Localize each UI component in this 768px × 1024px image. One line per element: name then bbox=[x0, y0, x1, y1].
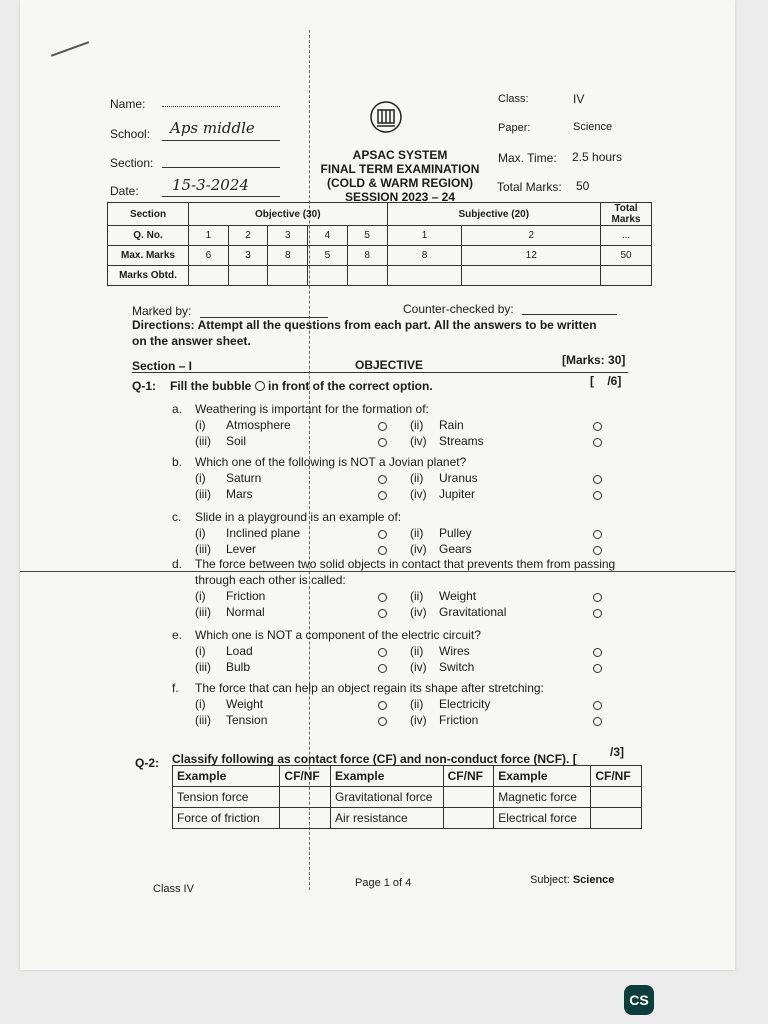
max-marks-cell: 8 bbox=[347, 246, 387, 266]
title-line-4: SESSION 2023 – 24 bbox=[344, 190, 456, 204]
marks-obtained-label: Marks Obtd. bbox=[108, 266, 189, 286]
pen-mark bbox=[51, 41, 89, 57]
marks-summary-table bbox=[107, 202, 652, 286]
option-number: (iv) bbox=[410, 660, 427, 674]
option-number: (iv) bbox=[410, 605, 427, 619]
maxtime-label: Max. Time: bbox=[498, 151, 557, 165]
question-text: through each other is called: bbox=[195, 573, 346, 587]
marks-obtained-row bbox=[108, 266, 652, 286]
option-text: Friction bbox=[439, 713, 479, 727]
section-underline bbox=[132, 372, 628, 373]
classify-row bbox=[173, 787, 642, 808]
option-number: (ii) bbox=[410, 589, 424, 603]
option-text: Weight bbox=[439, 589, 477, 603]
option-text: Saturn bbox=[226, 471, 262, 485]
answer-bubble[interactable] bbox=[593, 491, 602, 500]
qno-cell: 2 bbox=[462, 226, 601, 246]
q2-prompt: Classify following as contact force (CF) and non-conduct force (NCF). [ bbox=[172, 752, 577, 766]
marks-obtained-cell bbox=[347, 266, 387, 286]
marks-obtained-cell bbox=[462, 266, 601, 286]
classify-answer[interactable] bbox=[280, 808, 331, 829]
totalmarks-label: Total Marks: bbox=[497, 180, 562, 194]
option-text: Friction bbox=[226, 589, 266, 603]
q1-number: Q-1: bbox=[132, 379, 156, 393]
option-number: (iii) bbox=[195, 713, 211, 727]
footer-subject-value: Science bbox=[572, 874, 615, 886]
section-line bbox=[162, 167, 280, 168]
paper-value: Science bbox=[573, 121, 613, 133]
question-letter: c. bbox=[172, 510, 182, 524]
option-text: Lever bbox=[226, 542, 257, 556]
classify-example: Tension force bbox=[173, 787, 280, 808]
option-number: (ii) bbox=[410, 697, 424, 711]
answer-bubble[interactable] bbox=[378, 701, 387, 710]
answer-bubble[interactable] bbox=[378, 491, 387, 500]
option-number: (i) bbox=[195, 697, 206, 711]
directions-line-2: on the answer sheet. bbox=[132, 334, 251, 348]
school-value: Aps middle bbox=[170, 119, 255, 137]
classify-header: Example bbox=[494, 766, 591, 787]
marks-table-header-row bbox=[108, 203, 652, 226]
option-number: (iii) bbox=[195, 605, 211, 619]
marks-obtained-cell bbox=[228, 266, 268, 286]
option-number: (iii) bbox=[195, 434, 211, 448]
subjective-header: Subjective (20) bbox=[387, 203, 600, 226]
qno-cell: 3 bbox=[268, 226, 308, 246]
footer-subject bbox=[530, 874, 614, 886]
option-number: (ii) bbox=[410, 471, 424, 485]
totalmarks-value: 50 bbox=[576, 179, 590, 193]
classify-example: Gravitational force bbox=[331, 787, 444, 808]
option-text: Weight bbox=[226, 697, 264, 711]
bubble-icon bbox=[255, 381, 265, 391]
answer-bubble[interactable] bbox=[378, 593, 387, 602]
max-marks-cell: 8 bbox=[387, 246, 462, 266]
q1-prompt bbox=[170, 379, 433, 393]
answer-bubble[interactable] bbox=[593, 701, 602, 710]
q1-prompt-before: Fill the bubble bbox=[170, 379, 252, 393]
option-text: Gravitational bbox=[439, 605, 507, 619]
answer-bubble[interactable] bbox=[378, 546, 387, 555]
question-text: Which one is NOT a component of the electric circuit? bbox=[195, 628, 481, 642]
directions-line-1: Directions: Attempt all the questions from each part. All the answers to be written bbox=[132, 318, 597, 332]
option-number: (iv) bbox=[410, 434, 427, 448]
camscanner-logo: CS bbox=[624, 985, 654, 1015]
option-number: (ii) bbox=[410, 644, 424, 658]
answer-bubble[interactable] bbox=[593, 530, 602, 539]
exam-title bbox=[300, 148, 500, 204]
answer-bubble[interactable] bbox=[593, 648, 602, 657]
qno-cell: 1 bbox=[189, 226, 229, 246]
objective-title: OBJECTIVE bbox=[355, 358, 424, 372]
answer-bubble[interactable] bbox=[593, 438, 602, 447]
option-text: Streams bbox=[439, 434, 484, 448]
option-text: Jupiter bbox=[439, 487, 476, 501]
qno-label: Q. No. bbox=[108, 226, 189, 246]
total-marks-header: Total Marks bbox=[601, 203, 652, 226]
answer-bubble[interactable] bbox=[593, 475, 602, 484]
max-marks-cell: 50 bbox=[601, 246, 652, 266]
option-text: Switch bbox=[439, 660, 475, 674]
classify-header: CF/NF bbox=[280, 766, 331, 787]
school-label: School: bbox=[110, 127, 151, 141]
option-text: Rain bbox=[439, 418, 464, 432]
question-letter: a. bbox=[172, 402, 183, 416]
classify-header-row bbox=[173, 766, 642, 787]
answer-bubble[interactable] bbox=[593, 546, 602, 555]
classify-header: CF/NF bbox=[443, 766, 494, 787]
marks-obtained-cell bbox=[268, 266, 308, 286]
qno-cell: 1 bbox=[387, 226, 462, 246]
classify-answer[interactable] bbox=[591, 808, 642, 829]
qno-cell: 5 bbox=[347, 226, 387, 246]
option-text: Gears bbox=[439, 542, 472, 556]
option-text: Soil bbox=[226, 434, 247, 448]
classify-answer[interactable] bbox=[280, 787, 331, 808]
max-marks-row bbox=[108, 246, 652, 266]
classify-header: Example bbox=[173, 766, 280, 787]
footer-class: Class IV bbox=[153, 883, 194, 895]
marks-obtained-cell bbox=[601, 266, 652, 286]
classify-header: Example bbox=[331, 766, 444, 787]
answer-bubble[interactable] bbox=[378, 422, 387, 431]
class-label: Class: bbox=[498, 93, 529, 105]
max-marks-cell: 6 bbox=[189, 246, 229, 266]
option-text: Pulley bbox=[439, 526, 472, 540]
option-number: (iv) bbox=[410, 487, 427, 501]
section-header: Section bbox=[108, 203, 189, 226]
option-text: Uranus bbox=[439, 471, 478, 485]
answer-bubble[interactable] bbox=[378, 717, 387, 726]
question-letter: d. bbox=[172, 557, 183, 571]
classify-example: Air resistance bbox=[331, 808, 444, 829]
classify-header: CF/NF bbox=[591, 766, 642, 787]
max-marks-cell: 8 bbox=[268, 246, 308, 266]
answer-bubble[interactable] bbox=[593, 717, 602, 726]
paper-label: Paper: bbox=[498, 122, 531, 134]
classify-answer[interactable] bbox=[591, 787, 642, 808]
classify-example: Magnetic force bbox=[494, 787, 591, 808]
answer-bubble[interactable] bbox=[378, 609, 387, 618]
option-number: (iii) bbox=[195, 542, 211, 556]
classify-example: Force of friction bbox=[173, 808, 280, 829]
qno-cell: ... bbox=[601, 226, 652, 246]
school-line bbox=[162, 140, 280, 141]
footer-page: Page 1 of 4 bbox=[355, 877, 412, 889]
option-number: (i) bbox=[195, 644, 206, 658]
date-line bbox=[162, 196, 280, 197]
marks-obtained-cell bbox=[189, 266, 229, 286]
exam-page bbox=[20, 0, 735, 970]
qno-cell: 2 bbox=[228, 226, 268, 246]
marked-by-label: Marked by: bbox=[132, 304, 192, 318]
option-text: Tension bbox=[226, 713, 268, 727]
fold-line-horizontal bbox=[20, 571, 735, 572]
option-number: (iv) bbox=[410, 713, 427, 727]
answer-bubble[interactable] bbox=[378, 664, 387, 673]
title-line-3: (COLD & WARM REGION) bbox=[327, 176, 473, 190]
answer-bubble[interactable] bbox=[378, 648, 387, 657]
q2-number: Q-2: bbox=[135, 756, 159, 770]
option-number: (ii) bbox=[410, 526, 424, 540]
question-letter: e. bbox=[172, 628, 183, 642]
counter-checked-label: Counter-checked by: bbox=[403, 302, 514, 316]
question-text: Weathering is important for the formation of: bbox=[195, 402, 429, 416]
name-label: Name: bbox=[110, 97, 146, 111]
answer-bubble[interactable] bbox=[593, 609, 602, 618]
date-value: 15-3-2024 bbox=[172, 176, 249, 194]
answer-bubble[interactable] bbox=[593, 422, 602, 431]
question-text: The force that can help an object regain its shape after stretching: bbox=[195, 681, 544, 695]
title-line-1: APSAC SYSTEM bbox=[352, 148, 448, 162]
option-text: Electricity bbox=[439, 697, 491, 711]
option-number: (ii) bbox=[410, 418, 424, 432]
classify-table bbox=[172, 765, 642, 829]
classify-answer[interactable] bbox=[443, 787, 494, 808]
question-text: Which one of the following is NOT a Jovian planet? bbox=[195, 455, 467, 469]
qno-cell: 4 bbox=[308, 226, 348, 246]
max-marks-cell: 12 bbox=[462, 246, 601, 266]
option-text: Inclined plane bbox=[226, 526, 301, 540]
qno-row bbox=[108, 226, 652, 246]
option-text: Mars bbox=[226, 487, 253, 501]
marks-obtained-cell bbox=[387, 266, 462, 286]
option-number: (i) bbox=[195, 589, 206, 603]
max-marks-cell: 3 bbox=[228, 246, 268, 266]
section-marks: [Marks: 30] bbox=[562, 353, 626, 367]
option-text: Load bbox=[226, 644, 253, 658]
option-number: (i) bbox=[195, 526, 206, 540]
question-text: Slide in a playground is an example of: bbox=[195, 510, 402, 524]
option-number: (iv) bbox=[410, 542, 427, 556]
option-number: (i) bbox=[195, 471, 206, 485]
classify-row bbox=[173, 808, 642, 829]
school-crest-logo bbox=[369, 100, 403, 134]
classify-answer[interactable] bbox=[443, 808, 494, 829]
answer-bubble[interactable] bbox=[378, 475, 387, 484]
title-line-2: FINAL TERM EXAMINATION bbox=[320, 162, 480, 176]
question-letter: f. bbox=[172, 681, 179, 695]
section-label: Section: bbox=[110, 156, 154, 170]
max-marks-label: Max. Marks bbox=[108, 246, 189, 266]
marks-obtained-cell bbox=[308, 266, 348, 286]
option-text: Normal bbox=[226, 605, 265, 619]
footer-subject-label: Subject: bbox=[530, 874, 570, 886]
option-text: Wires bbox=[439, 644, 470, 658]
max-marks-cell: 5 bbox=[308, 246, 348, 266]
name-line bbox=[162, 106, 280, 107]
question-letter: b. bbox=[172, 455, 183, 469]
option-number: (iii) bbox=[195, 487, 211, 501]
date-label: Date: bbox=[110, 184, 139, 198]
option-text: Bulb bbox=[226, 660, 251, 674]
objective-header: Objective (30) bbox=[189, 203, 388, 226]
option-number: (i) bbox=[195, 418, 206, 432]
answer-bubble[interactable] bbox=[378, 530, 387, 539]
option-number: (iii) bbox=[195, 660, 211, 674]
question-text: The force between two solid objects in contact that prevents them from passing bbox=[195, 557, 616, 571]
counter-checked-line bbox=[522, 314, 617, 315]
answer-bubble[interactable] bbox=[593, 593, 602, 602]
classify-example: Electrical force bbox=[494, 808, 591, 829]
q2-marks: /3] bbox=[610, 745, 625, 759]
section-title: Section – I bbox=[132, 359, 193, 373]
q1-marks: [ /6] bbox=[590, 374, 622, 388]
option-text: Atmosphere bbox=[226, 418, 291, 432]
maxtime-value: 2.5 hours bbox=[572, 150, 623, 164]
q1-prompt-after: in front of the correct option. bbox=[268, 379, 433, 393]
answer-bubble[interactable] bbox=[593, 664, 602, 673]
class-value: IV bbox=[573, 92, 585, 106]
answer-bubble[interactable] bbox=[378, 438, 387, 447]
